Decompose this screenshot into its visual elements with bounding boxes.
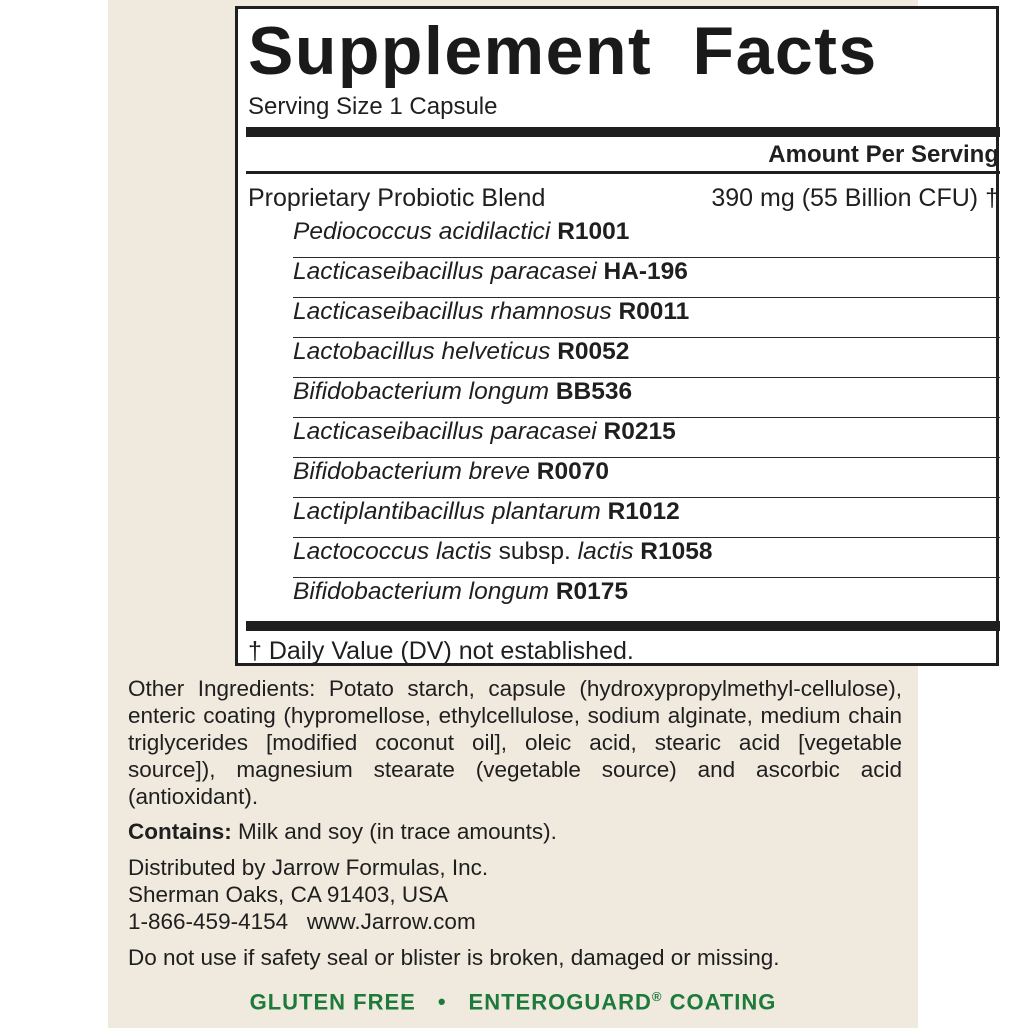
badges-line [108, 983, 918, 1016]
strain-species: Lacticaseibacillus rhamnosus [293, 298, 612, 325]
strain-species: Lactococcus lactis [293, 538, 492, 565]
panel-title: Supplement Facts [248, 13, 878, 89]
contains-text: Milk and soy (in trace amounts). [231, 819, 557, 844]
strain-row [293, 577, 1000, 617]
distributor-phone: 1-866-459-4154 [128, 909, 289, 934]
distributor-info [128, 854, 488, 935]
distributor-website: www.Jarrow.com [306, 909, 476, 934]
blend-name: Proprietary Probiotic Blend [248, 184, 546, 212]
other-ingredients: Other Ingredients: Potato starch, capsule (hydroxypropylmethyl-cellulose), enteric coating (hypromellose, ethylcellulose, sodium alginate, medium chain triglycerides [modified coconut oil], oleic acid, stearic acid [vegetable source]), magnesium stearate (vegetable source) and ascorbic acid (antioxidant). [128, 676, 902, 809]
strain-species: Pediococcus acidilactici [293, 218, 551, 245]
strain-code: R1001 [557, 218, 630, 245]
safety-warning: Do not use if safety seal or blister is broken, damaged or missing. [128, 945, 780, 970]
strain-row [293, 417, 1000, 458]
strain-row [293, 457, 1000, 498]
thick-divider-top [246, 127, 1000, 137]
contains-label: Contains: [128, 819, 232, 844]
blend-amount: 390 mg (55 Billion CFU) † [711, 184, 999, 212]
strain-code: R0011 [618, 298, 690, 325]
strain-species: Lacticaseibacillus paracasei [293, 258, 597, 285]
strain-row [293, 297, 1000, 338]
strain-species: Bifidobacterium longum [293, 378, 550, 405]
supplement-facts-panel [235, 6, 999, 666]
distributor-line-1: Distributed by Jarrow Formulas, Inc. [128, 855, 489, 880]
thin-divider [246, 171, 1000, 174]
strain-subspecies: lactis [577, 538, 634, 565]
strain-row [293, 537, 1000, 578]
strain-species: Lactiplantibacillus plantarum [293, 498, 601, 525]
amount-per-serving-header: Amount Per Serving [768, 141, 999, 168]
contains-statement [128, 818, 557, 845]
strain-subsp: subsp. [498, 538, 571, 565]
strain-row [293, 257, 1000, 298]
strain-row [293, 337, 1000, 378]
strain-row [293, 497, 1000, 538]
strain-code: R0175 [555, 578, 629, 605]
gluten-free-badge: GLUTEN FREE [249, 989, 416, 1015]
strain-code: R0070 [536, 458, 609, 485]
strain-code: R1058 [640, 538, 713, 565]
serving-size: Serving Size 1 Capsule [248, 93, 498, 120]
strain-species: Lactobacillus helveticus [293, 338, 551, 365]
distributor-line-2: Sherman Oaks, CA 91403, USA [128, 882, 449, 907]
registered-mark: ® [651, 989, 663, 1004]
strain-code: HA-196 [603, 258, 688, 285]
strain-code: BB536 [555, 378, 633, 405]
strain-species: Bifidobacterium breve [293, 458, 530, 485]
strain-code: R0215 [603, 418, 676, 445]
strain-row [293, 217, 1000, 258]
strain-species: Bifidobacterium longum [293, 578, 550, 605]
thick-divider-bottom [246, 621, 1000, 631]
enteroguard-badge: ENTEROGUARD [468, 989, 652, 1015]
daily-value-note: † Daily Value (DV) not established. [248, 637, 634, 665]
strain-species: Lacticaseibacillus paracasei [293, 418, 597, 445]
coating-text: COATING [662, 989, 777, 1015]
strain-code: R1012 [607, 498, 680, 525]
badge-separator: • [437, 989, 447, 1015]
strain-row [293, 377, 1000, 418]
strain-code: R0052 [557, 338, 630, 365]
